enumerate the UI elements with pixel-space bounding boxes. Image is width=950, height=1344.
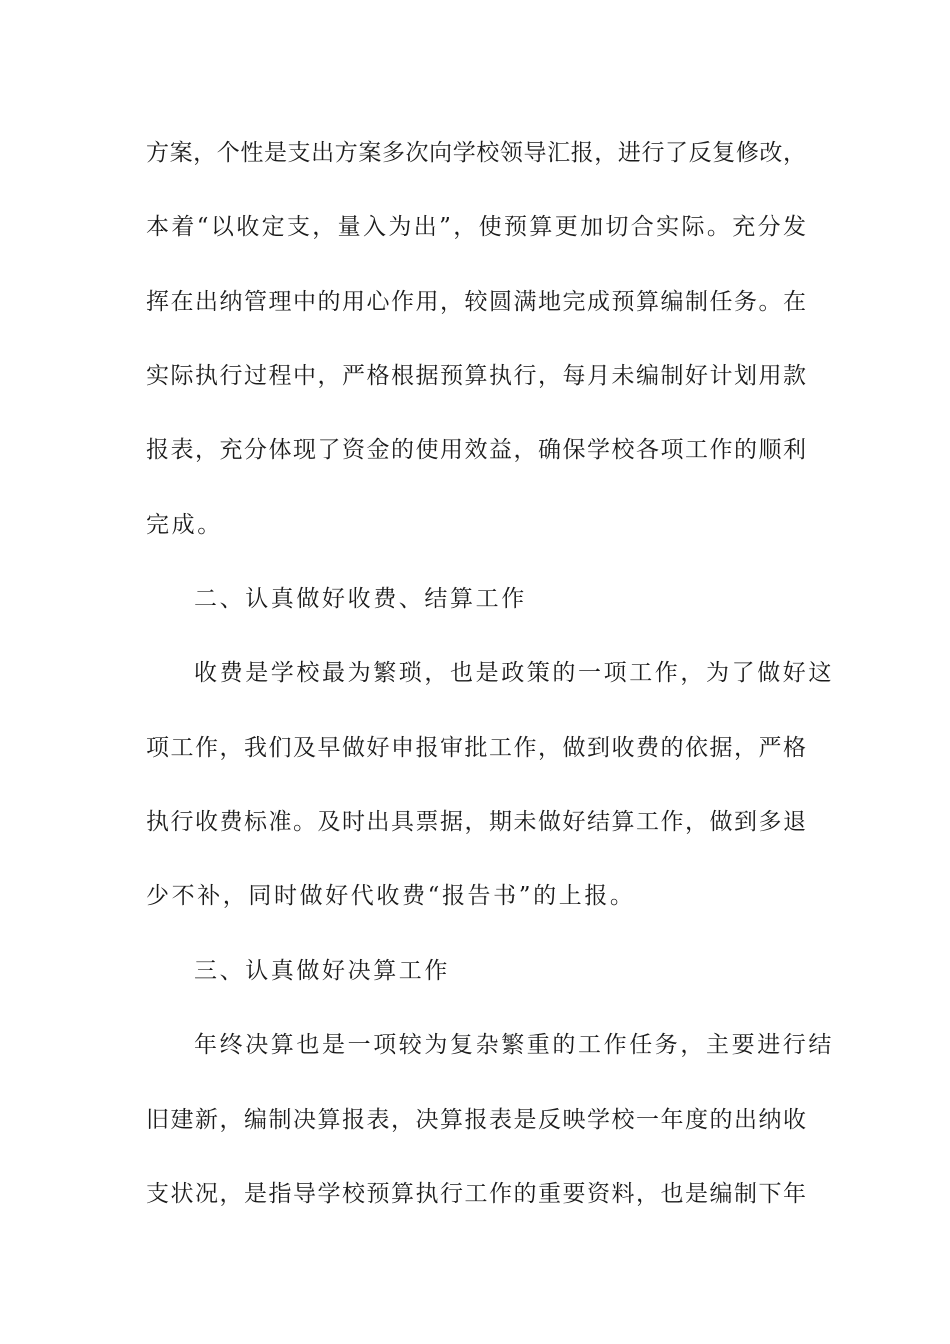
paragraph-line: 旧建新，编制决算报表，决算报表是反映学校一年度的出纳收: [146, 1107, 806, 1133]
paragraph-line: 本着“以收定支，量入为出”，使预算更加切合实际。充分发: [146, 214, 806, 240]
paragraph-line: 挥在出纳管理中的用心作用，较圆满地完成预算编制任务。在: [146, 289, 806, 315]
paragraph-line: 实际执行过程中，严格根据预算执行，每月未编制好计划用款: [146, 363, 806, 389]
paragraph-line: 方案，个性是支出方案多次向学校领导汇报，进行了反复修改，: [146, 140, 806, 166]
paragraph-line: 完成。: [146, 512, 223, 538]
paragraph-line: 报表，充分体现了资金的使用效益，确保学校各项工作的顺利: [146, 437, 806, 463]
paragraph-line: 收费是学校最为繁琐，也是政策的一项工作，为了做好这: [194, 660, 834, 686]
paragraph-line: 执行收费标准。及时出具票据，期未做好结算工作，做到多退: [146, 809, 806, 835]
paragraph-line: 项工作，我们及早做好申报审批工作，做到收费的依据，严格: [146, 735, 806, 761]
paragraph-line: 少不补，同时做好代收费“报告书”的上报。: [146, 883, 636, 909]
paragraph-line: 年终决算也是一项较为复杂繁重的工作任务，主要进行结: [194, 1032, 834, 1058]
paragraph-line: 支状况，是指导学校预算执行工作的重要资料，也是编制下年: [146, 1181, 806, 1207]
section-heading: 二、认真做好收费、结算工作: [194, 586, 527, 612]
section-heading: 三、认真做好决算工作: [194, 958, 450, 984]
